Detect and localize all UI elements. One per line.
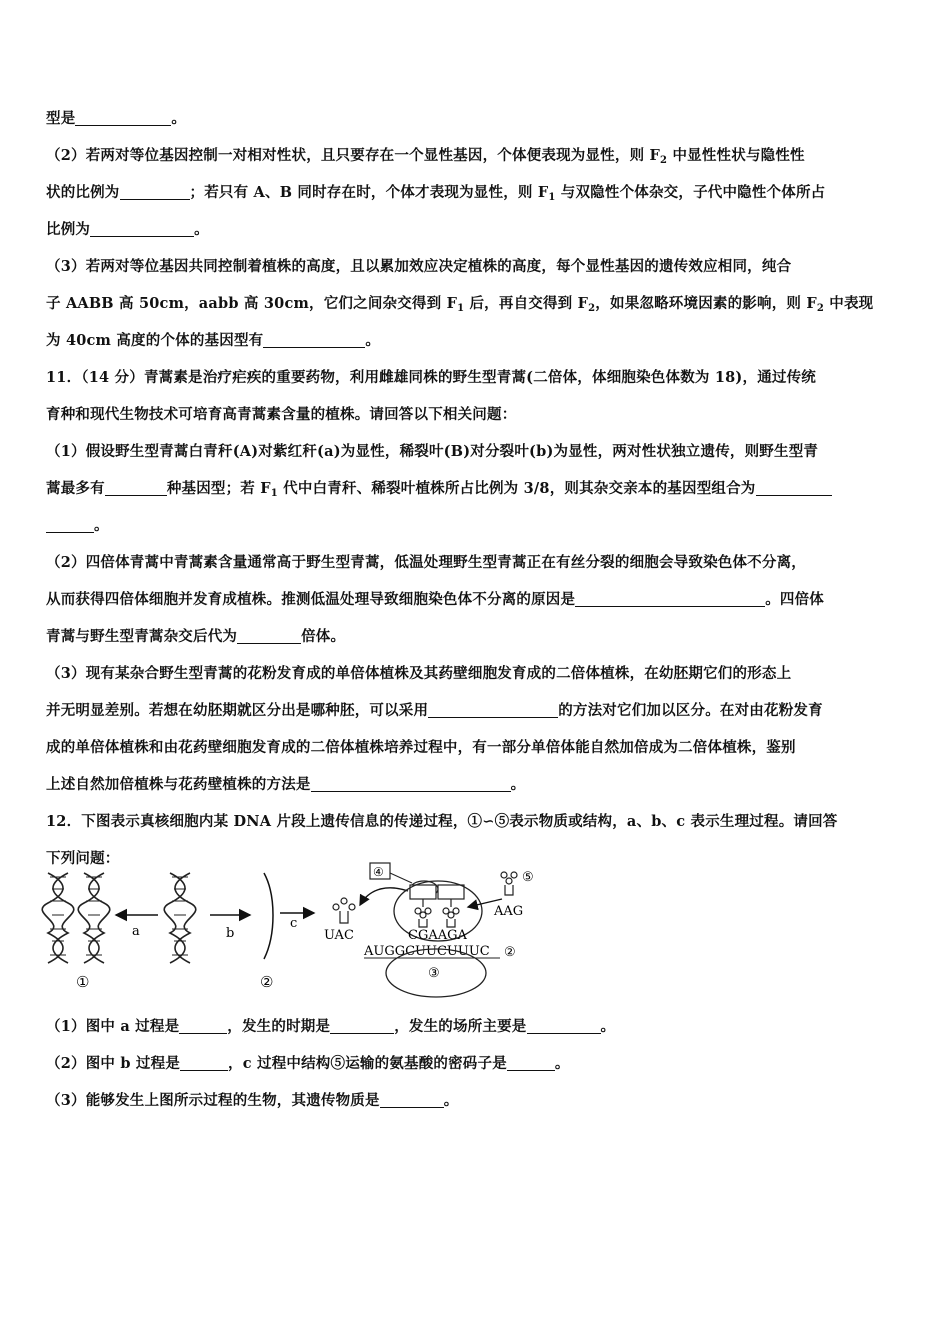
label-num-2: ② [260,973,274,991]
answer-blank[interactable] [237,627,301,644]
text-line: 比例为 。 [46,221,209,238]
question-11-title: 11．（14 分）青蒿素是治疗疟疾的重要药物，利用雌雄同株的野生型青蒿(二倍体，体细胞染色体数为 18)，通过传统 [46,369,816,386]
codon-aag: AAG [494,904,524,919]
answer-blank[interactable] [90,220,194,237]
text-line: （3）若两对等位基因共同控制着植株的高度，且以累加效应决定植株的高度，每个显性基因的遗传效应相同，纯合 [46,258,792,275]
text-line: （2）若两对等位基因控制一对相对性状，且只要存在一个显性基因，个体便表现为显性，则 $F_2$ 中显性性状与隐性性 [46,147,805,166]
trna-icon [415,899,459,927]
release-arrow-icon [360,888,408,905]
text-line: 子 AABB 高 50cm，aabb 高 30cm，它们之间杂交得到 $F_1$ 后，再自交得到 $F_2$，如果忽略环境因素的影响，则 $F_2$ 中表现 [46,295,874,314]
text-line: 状的比例为 ；若只有 A、B 同时存在时，个体才表现为显性，则 $F_1$ 与双隐性个体杂交，子代中隐性个体所占 [46,184,826,203]
answer-blank[interactable] [527,1017,601,1034]
answer-blank[interactable] [179,1017,227,1034]
document-page [46,100,908,877]
text-line: （2）图中 b 过程是 ，c 过程中结构⑤运输的氨基酸的密码子是 。 [46,1055,570,1072]
answer-blank[interactable] [263,331,365,348]
text-line: （2）四倍体青蒿中青蒿素含量通常高于野生型青蒿，低温处理野生型青蒿正在有丝分裂的细胞会导致染色体不分离， [46,554,806,571]
text-line: （1）假设野生型青蒿白青秆(A)对紫红秆(a)为显性，稀裂叶(B)对分裂叶(b)为显性，两对性状独立遗传，则野生型青 [46,443,819,460]
mrna-sequence: AUGGCUUCUUUC [364,944,490,959]
anticodon-uac: UAC [324,928,354,943]
trna-icon [333,898,355,923]
label-num-1: ① [76,973,90,991]
gene-expression-diagram [40,855,540,1000]
label-num-2-mrna: ② [504,945,516,960]
text-line: （1）图中 a 过程是 ，发生的时期是 ，发生的场所主要是 。 [46,1018,616,1035]
text-line: 型是 。 [46,110,187,127]
text-line: 上述自然加倍植株与花药壁植株的方法是 。 [46,776,526,793]
trna-icon [501,872,517,895]
text-line: 青蒿与野生型青蒿杂交后代为 倍体。 [46,628,346,645]
answer-blank[interactable] [507,1054,555,1071]
question-12-subquestions [46,1008,908,1119]
text-line: 从而获得四倍体细胞并发育成植株。推测低温处理导致细胞染色体不分离的原因是 。四倍体 [46,591,825,608]
answer-blank[interactable] [756,479,832,496]
text-line: 并无明显差别。若想在幼胚期就区分出是哪种胚，可以采用 的方法对它们加以区分。在对由花粉发育 [46,702,823,719]
answer-blank[interactable] [428,701,558,718]
label-num-4: ④ [373,865,384,879]
answer-blank[interactable] [75,109,171,126]
answer-blank[interactable] [180,1054,228,1071]
dna-double-helix-icon [164,873,196,963]
label-num-5: ⑤ [522,870,534,885]
answer-blank[interactable] [311,775,511,792]
answer-blank[interactable] [105,479,167,496]
text-line: 育种和现代生物技术可培育高青蒿素含量的植株。请回答以下相关问题： [46,406,517,423]
text-line: （3）能够发生上图所示过程的生物，其遗传物质是 。 [46,1092,459,1109]
label-a: a [132,924,140,939]
answer-blank[interactable] [330,1017,394,1034]
text-line: （3）现有某杂合野生型青蒿的花粉发育成的单倍体植株及其药壁细胞发育成的二倍体植株，在幼胚期它们的形态上 [46,665,792,682]
answer-blank[interactable] [575,590,765,607]
dna-double-helix-icon [42,873,74,963]
mrna-strand-icon [264,873,273,959]
answer-blank[interactable] [46,516,94,533]
text-line: 蒿最多有 种基因型；若 $F_1$ 代中白青秆、稀裂叶植株所占比例为 3/8，则其杂交亲本的基因型组合为 [46,470,908,507]
answer-blank[interactable] [380,1091,444,1108]
anticodons-text: CGAAGA [408,928,467,943]
question-12-title: 12．下图表示真核细胞内某 DNA 片段上遗传信息的传递过程，①∽⑤表示物质或结构，a、b、c 表示生理过程。请回答 [46,813,838,830]
label-num-3: ③ [428,966,440,981]
dna-double-helix-icon [78,873,110,963]
label-c: c [290,916,298,931]
answer-blank[interactable] [120,183,190,200]
text-line: 下列问题： [46,850,120,867]
text-line: 为 40cm 高度的个体的基因型有 。 [46,332,381,349]
label-b: b [226,926,235,941]
text-line: 。 [46,507,908,544]
text-line: 成的单倍体植株和由花药壁细胞发育成的二倍体植株培养过程中，有一部分单倍体能自然加倍成为二倍体植株，鉴别 [46,739,796,756]
